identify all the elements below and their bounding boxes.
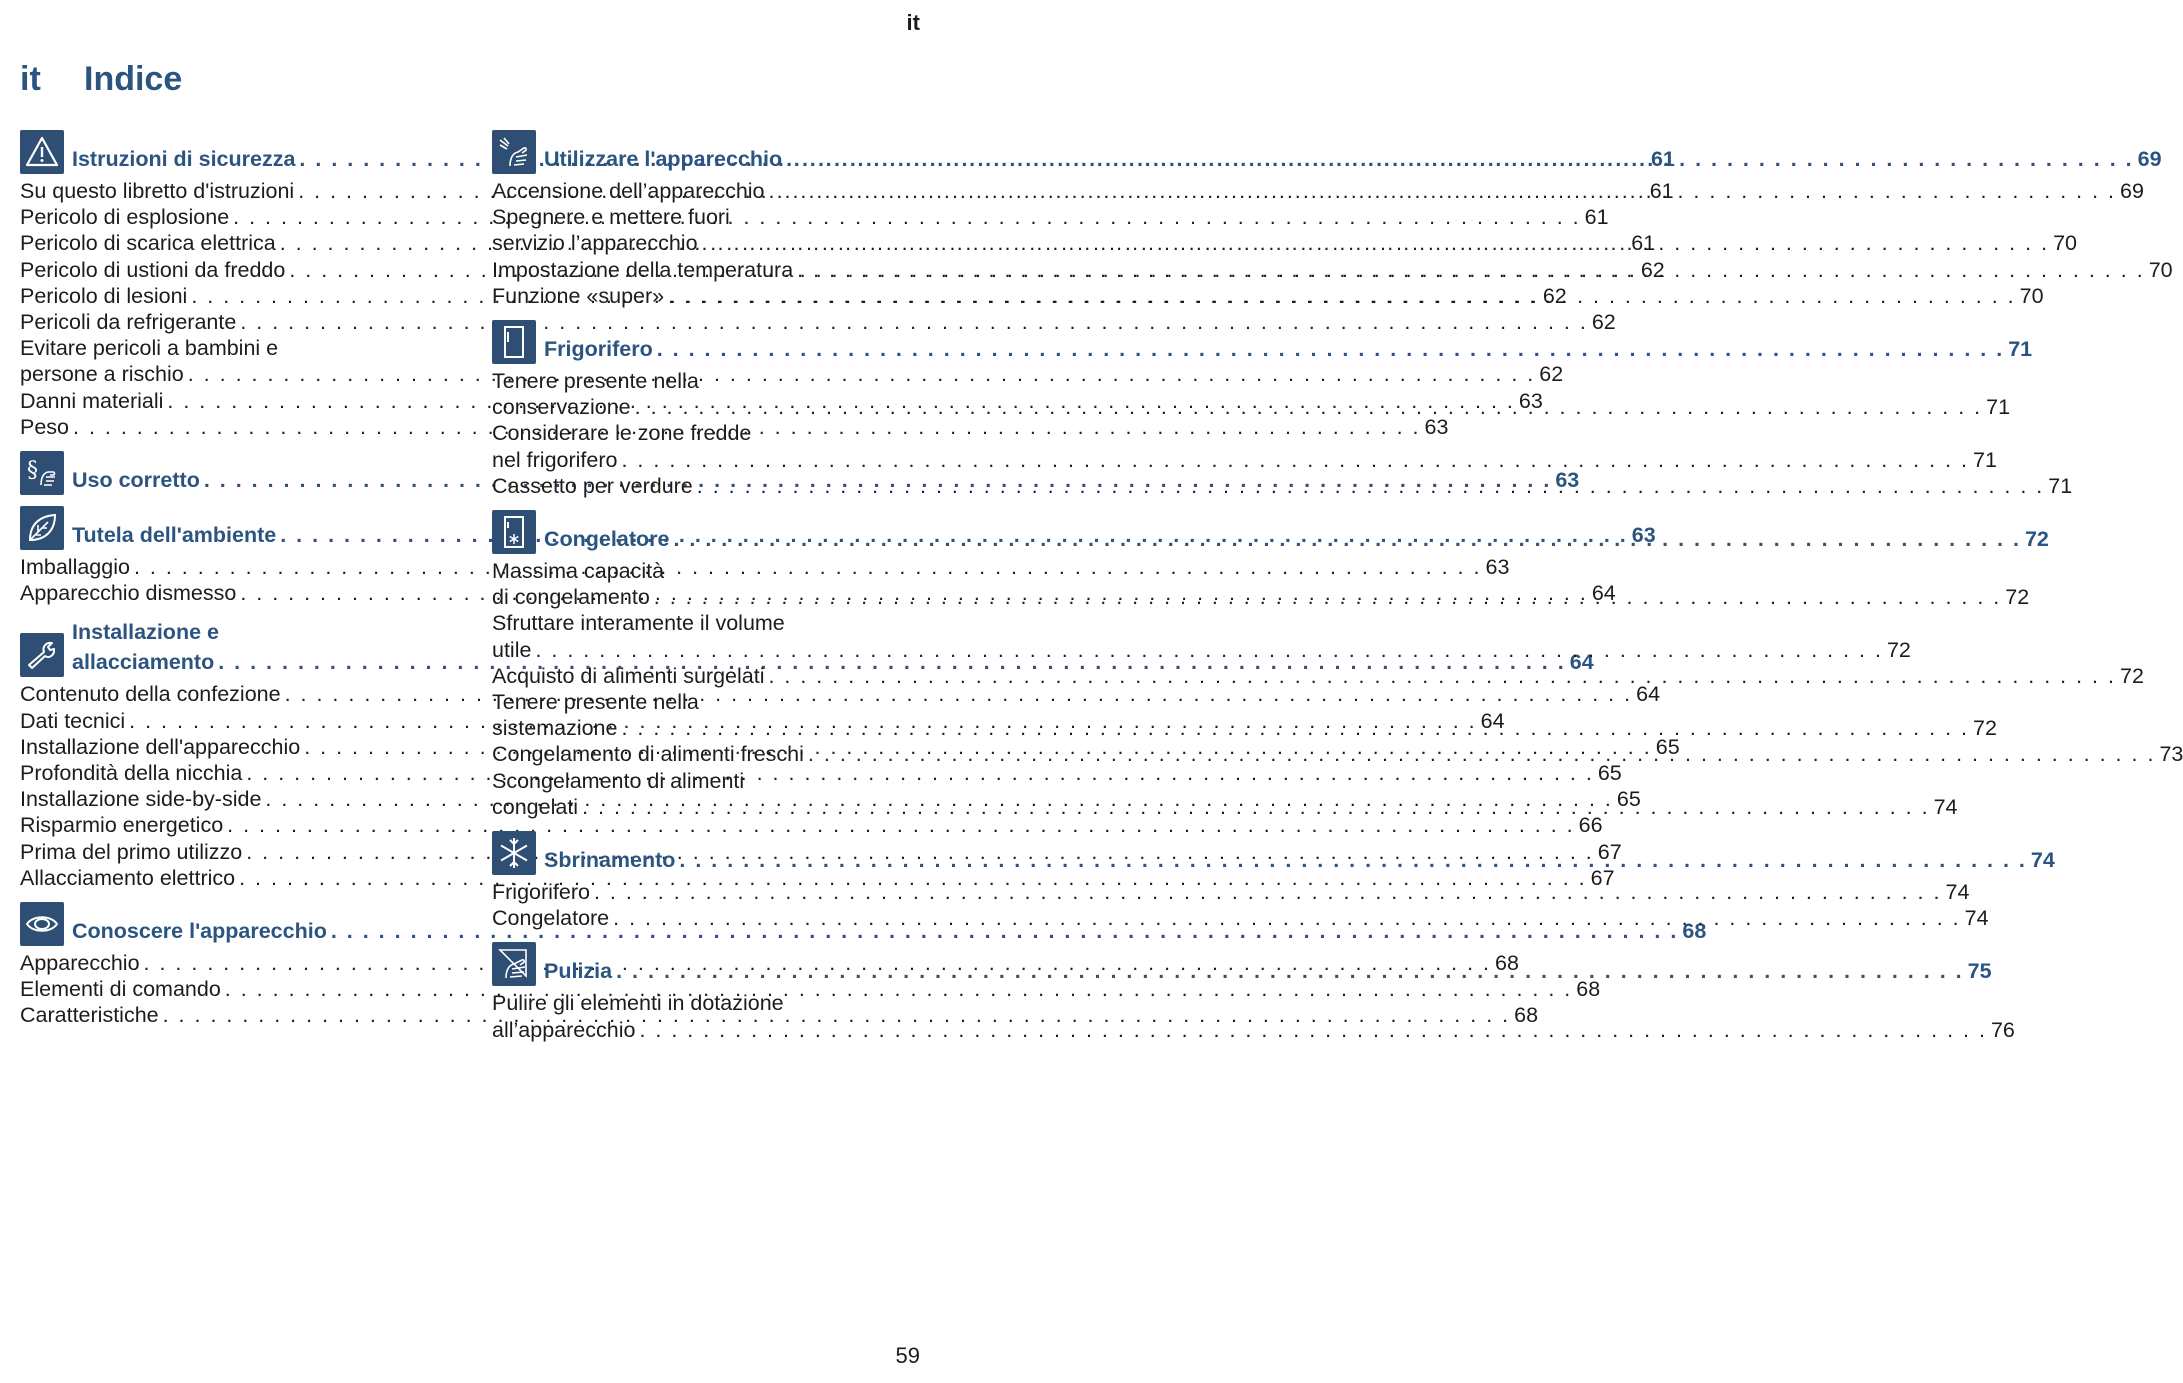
toc-entry-text: Impostazione della temperatura — [492, 257, 794, 282]
toc-entry[interactable] — [20, 812, 1603, 838]
section-title-text: Tutela dell'ambiente — [72, 523, 277, 548]
toc-entry-text: all’apparecchio — [492, 1017, 636, 1042]
toc-entry-line — [492, 368, 920, 394]
leader-dots — [621, 715, 1969, 741]
section-title — [544, 845, 2055, 875]
toc-entry-text: sistemazione — [492, 716, 618, 741]
toc-entry-line — [492, 689, 920, 715]
toc-entry-page-number: 70 — [2053, 231, 2077, 256]
toc-entry-text: nel frigorifero — [492, 447, 618, 472]
section-page-number: 69 — [2137, 147, 2162, 171]
section-title-line — [544, 956, 1992, 986]
toc-entry-page-number: 72 — [2119, 663, 2144, 688]
toc-entry-text: Pericolo di lesioni — [20, 283, 188, 308]
toc-entry-text: di congelamento — [492, 585, 650, 610]
section-title — [544, 144, 2162, 174]
toc-entry-line — [492, 420, 920, 446]
toc-entry-text: Installazione dell'apparecchio — [20, 734, 301, 759]
section-title-text: Conoscere l'apparecchio — [72, 919, 327, 944]
toc-entry-page-number: 61 — [1631, 231, 1656, 256]
toc-entry-text: Considerare le zone fredde — [492, 421, 752, 446]
leader-dots — [786, 144, 2134, 174]
toc-entry-text: Su questo libretto d'istruzioni — [20, 179, 295, 203]
section-title-text: Installazione e — [72, 620, 219, 645]
title-language: it — [20, 60, 41, 98]
leader-dots — [594, 879, 1942, 905]
toc-entry-text: Acquisto di alimenti surgelati — [492, 663, 765, 688]
wrench-icon — [20, 633, 64, 677]
section-title-line — [544, 144, 2162, 174]
toc-entry-page-number: 63 — [1485, 555, 1510, 580]
toc-entry-text: Pericolo di ustioni da freddo — [20, 257, 286, 282]
section-page-number: 63 — [1555, 468, 1580, 493]
section-page-number: 75 — [1967, 959, 1992, 984]
page-number: 59 — [895, 1343, 920, 1368]
toc-entry-text: utile — [492, 637, 532, 662]
toc-entry-text: Caratteristiche — [20, 1003, 159, 1028]
leader-dots — [673, 524, 2021, 554]
toc-entry-text: Pericolo di esplosione — [20, 205, 230, 230]
leaf-icon — [20, 506, 64, 550]
eye-icon — [20, 902, 64, 946]
leader-dots — [582, 794, 1930, 820]
toc-entry-text: Prima del primo utilizzo — [20, 839, 243, 864]
toc-entry-text: Evitare pericoli a bambini e — [20, 336, 279, 361]
toc-entry[interactable] — [492, 663, 2144, 689]
toc-entry-page-number: 65 — [1655, 734, 1680, 759]
toc-entry-page-number: 62 — [1640, 257, 1665, 282]
section-page-number: 74 — [2030, 848, 2055, 873]
toc-entry-page-number: 74 — [1945, 880, 1970, 905]
leader-dots — [697, 473, 2045, 499]
toc-entry-text: Apparecchio — [20, 951, 140, 976]
hand-operate-icon — [492, 130, 536, 174]
section-page-number: 64 — [1569, 650, 1594, 675]
section-page-number: 68 — [1682, 919, 1707, 944]
section-page-number: 71 — [2008, 337, 2033, 362]
toc-entry-text: Funzione «super» — [492, 283, 665, 308]
toc-entry-text: Scongelamento di alimenti — [492, 768, 745, 793]
leader-dots — [639, 1017, 1987, 1043]
toc-entry-page-number: 63 — [1518, 388, 1543, 413]
section-title-text: Frigorifero — [544, 337, 653, 362]
section-page-number: 72 — [2024, 527, 2049, 552]
toc-entry[interactable] — [492, 447, 1997, 473]
toc-entry-text: Contenuto della confezione — [20, 682, 281, 707]
leader-dots — [654, 584, 2002, 610]
freezer-icon — [492, 510, 536, 554]
toc-entry-text: Apparecchio dismesso — [20, 581, 237, 606]
toc-entry-text: Spegnere e mettere fuori — [492, 205, 730, 230]
toc-entry[interactable] — [492, 905, 1989, 931]
toc-entry-line — [492, 204, 920, 230]
leader-dots — [769, 178, 2117, 204]
leader-dots — [657, 334, 2005, 364]
toc-entry-line — [492, 768, 920, 794]
section-page-number: 63 — [1631, 523, 1656, 548]
toc-entry[interactable] — [20, 309, 1616, 335]
section-title-text: Sbrinamento — [544, 848, 676, 873]
toc-entry-text: Risparmio energetico — [20, 813, 224, 838]
leader-dots — [613, 905, 1961, 931]
leader-dots — [797, 257, 2145, 283]
toc-entry[interactable] — [20, 865, 1615, 891]
section-title-text: Istruzioni di sicurezza — [72, 147, 296, 171]
toc-entry-page-number: 76 — [1990, 1017, 2015, 1042]
toc-entry[interactable] — [492, 1017, 2015, 1043]
toc-entry-text: Tenere presente nella — [492, 690, 699, 715]
section-title-line — [544, 845, 2055, 875]
toc-entry-page-number: 74 — [1964, 906, 1989, 931]
toc-entry-page-number: 69 — [2120, 179, 2144, 203]
toc-entry-page-number: 67 — [1590, 865, 1615, 890]
leader-dots — [679, 845, 2027, 875]
warning-icon — [20, 130, 64, 174]
toc-entry-text: Elementi di comando — [20, 977, 221, 1002]
toc-entry-line — [20, 335, 448, 361]
toc-entry-page-number: 64 — [1591, 581, 1616, 606]
toc-entry-text: Frigorifero — [492, 880, 590, 905]
toc-entry-page-number: 68 — [1495, 951, 1519, 976]
toc-entry-text: Allacciamento elettrico — [20, 865, 236, 890]
toc-entry-page-number: 71 — [2048, 473, 2073, 498]
toc-entry-page-number: 72 — [1886, 637, 1911, 662]
toc-entry-text: Pulire gli elementi in dotazione — [492, 991, 784, 1016]
toc-entry[interactable] — [20, 976, 1601, 1002]
toc-entry-text: persone a rischio — [20, 362, 184, 387]
toc-entry-text: Accensione dell’apparecchio — [492, 179, 765, 203]
toc-entry-page-number: 74 — [1933, 794, 1958, 819]
section-title-line — [544, 524, 2049, 554]
toc-entry-page-number: 68 — [1514, 1003, 1539, 1028]
section-title — [544, 956, 1992, 986]
toc-entry-text: Congelamento di alimenti freschi — [492, 742, 804, 767]
leader-dots — [808, 741, 2156, 767]
toc-entry-text: servizio l’apparecchio — [492, 231, 698, 256]
toc-entry-text: Peso — [20, 414, 70, 439]
toc-entry-text: Massima capacità — [492, 559, 665, 584]
section-title-line — [544, 334, 2032, 364]
title-text: Indice — [84, 60, 183, 98]
toc-entry-page-number: 72 — [2005, 585, 2030, 610]
section-title-text: allacciamento — [72, 650, 215, 675]
toc-entry-page-number: 63 — [1424, 414, 1449, 439]
svg-text:§: § — [27, 458, 38, 484]
toc-entry-text: congelati — [492, 794, 579, 819]
toc-entry-page-number: 70 — [2148, 257, 2173, 282]
toc-entry-line — [492, 610, 920, 636]
toc-entry-page-number: 62 — [1539, 362, 1564, 387]
toc-entry-page-number: 61 — [1649, 179, 1674, 203]
toc-entry-page-number: 71 — [1973, 447, 1997, 472]
toc-entry-page-number: 65 — [1616, 787, 1641, 812]
toc-entry-page-number: 70 — [2019, 283, 2044, 308]
snowflake-icon — [492, 831, 536, 875]
toc-entry-page-number: 61 — [1584, 205, 1609, 230]
section-title — [544, 524, 2049, 554]
toc-entry-text: Cassetto per verdure — [492, 473, 693, 498]
toc-entry-text: Installazione side-by-side — [20, 787, 262, 812]
toc-entry-page-number: 68 — [1576, 977, 1601, 1002]
toc-entry-page-number: 67 — [1597, 839, 1622, 864]
leader-dots — [668, 283, 2016, 309]
toc-entry-line — [492, 990, 920, 1016]
section-title-text: Pulizia — [544, 959, 613, 984]
leader-dots — [635, 394, 1983, 420]
paragraph-hand-icon — [20, 451, 64, 495]
toc-entry[interactable] — [492, 879, 1970, 905]
header-language-tag: it — [906, 10, 920, 35]
section-title — [544, 334, 2032, 364]
toc-entry-text: Pericolo di scarica elettrica — [20, 231, 276, 256]
toc-entry-text: Danni materiali — [20, 388, 164, 413]
toc-entry-page-number: 64 — [1636, 682, 1661, 707]
leader-dots — [768, 663, 2116, 689]
toc-entry-text: Imballaggio — [20, 555, 130, 580]
section-title-text: Uso corretto — [72, 468, 200, 493]
cleaning-hand-icon — [492, 942, 536, 986]
toc-entry-text: Congelatore — [492, 906, 610, 931]
toc-entry-text: Profondità della nicchia — [20, 761, 243, 786]
toc-entry-text: Tenere presente nella — [492, 369, 699, 394]
section-page-number: 61 — [1650, 147, 1675, 171]
section-title-text: Utilizzare l'apparecchio — [544, 147, 783, 171]
toc-entry-page-number: 62 — [1542, 283, 1567, 308]
toc-entry-text: Sfruttare interamente il volume — [492, 611, 785, 636]
toc-entry-page-number: 72 — [1973, 716, 1997, 741]
section-title-text: Congelatore — [544, 527, 670, 552]
leader-dots — [616, 956, 1964, 986]
toc-entry-text: conservazione — [492, 395, 631, 420]
leader-dots — [535, 637, 1883, 663]
leader-dots — [702, 230, 2050, 256]
leader-dots — [621, 447, 1969, 473]
page-title — [20, 60, 182, 99]
toc-entry-page-number: 64 — [1480, 708, 1505, 733]
fridge-icon — [492, 320, 536, 364]
toc-entry-line — [492, 558, 920, 584]
toc-entry-page-number: 65 — [1597, 761, 1622, 786]
toc-entry-page-number: 71 — [1986, 395, 2011, 420]
toc-entry-text: Pericoli da refrigerante — [20, 310, 237, 335]
toc-entry-page-number: 62 — [1591, 310, 1616, 335]
toc-entry-page-number: 73 — [2159, 742, 2183, 767]
toc-entry-text: Dati tecnici — [20, 708, 126, 733]
toc-entry-page-number: 66 — [1578, 813, 1603, 838]
